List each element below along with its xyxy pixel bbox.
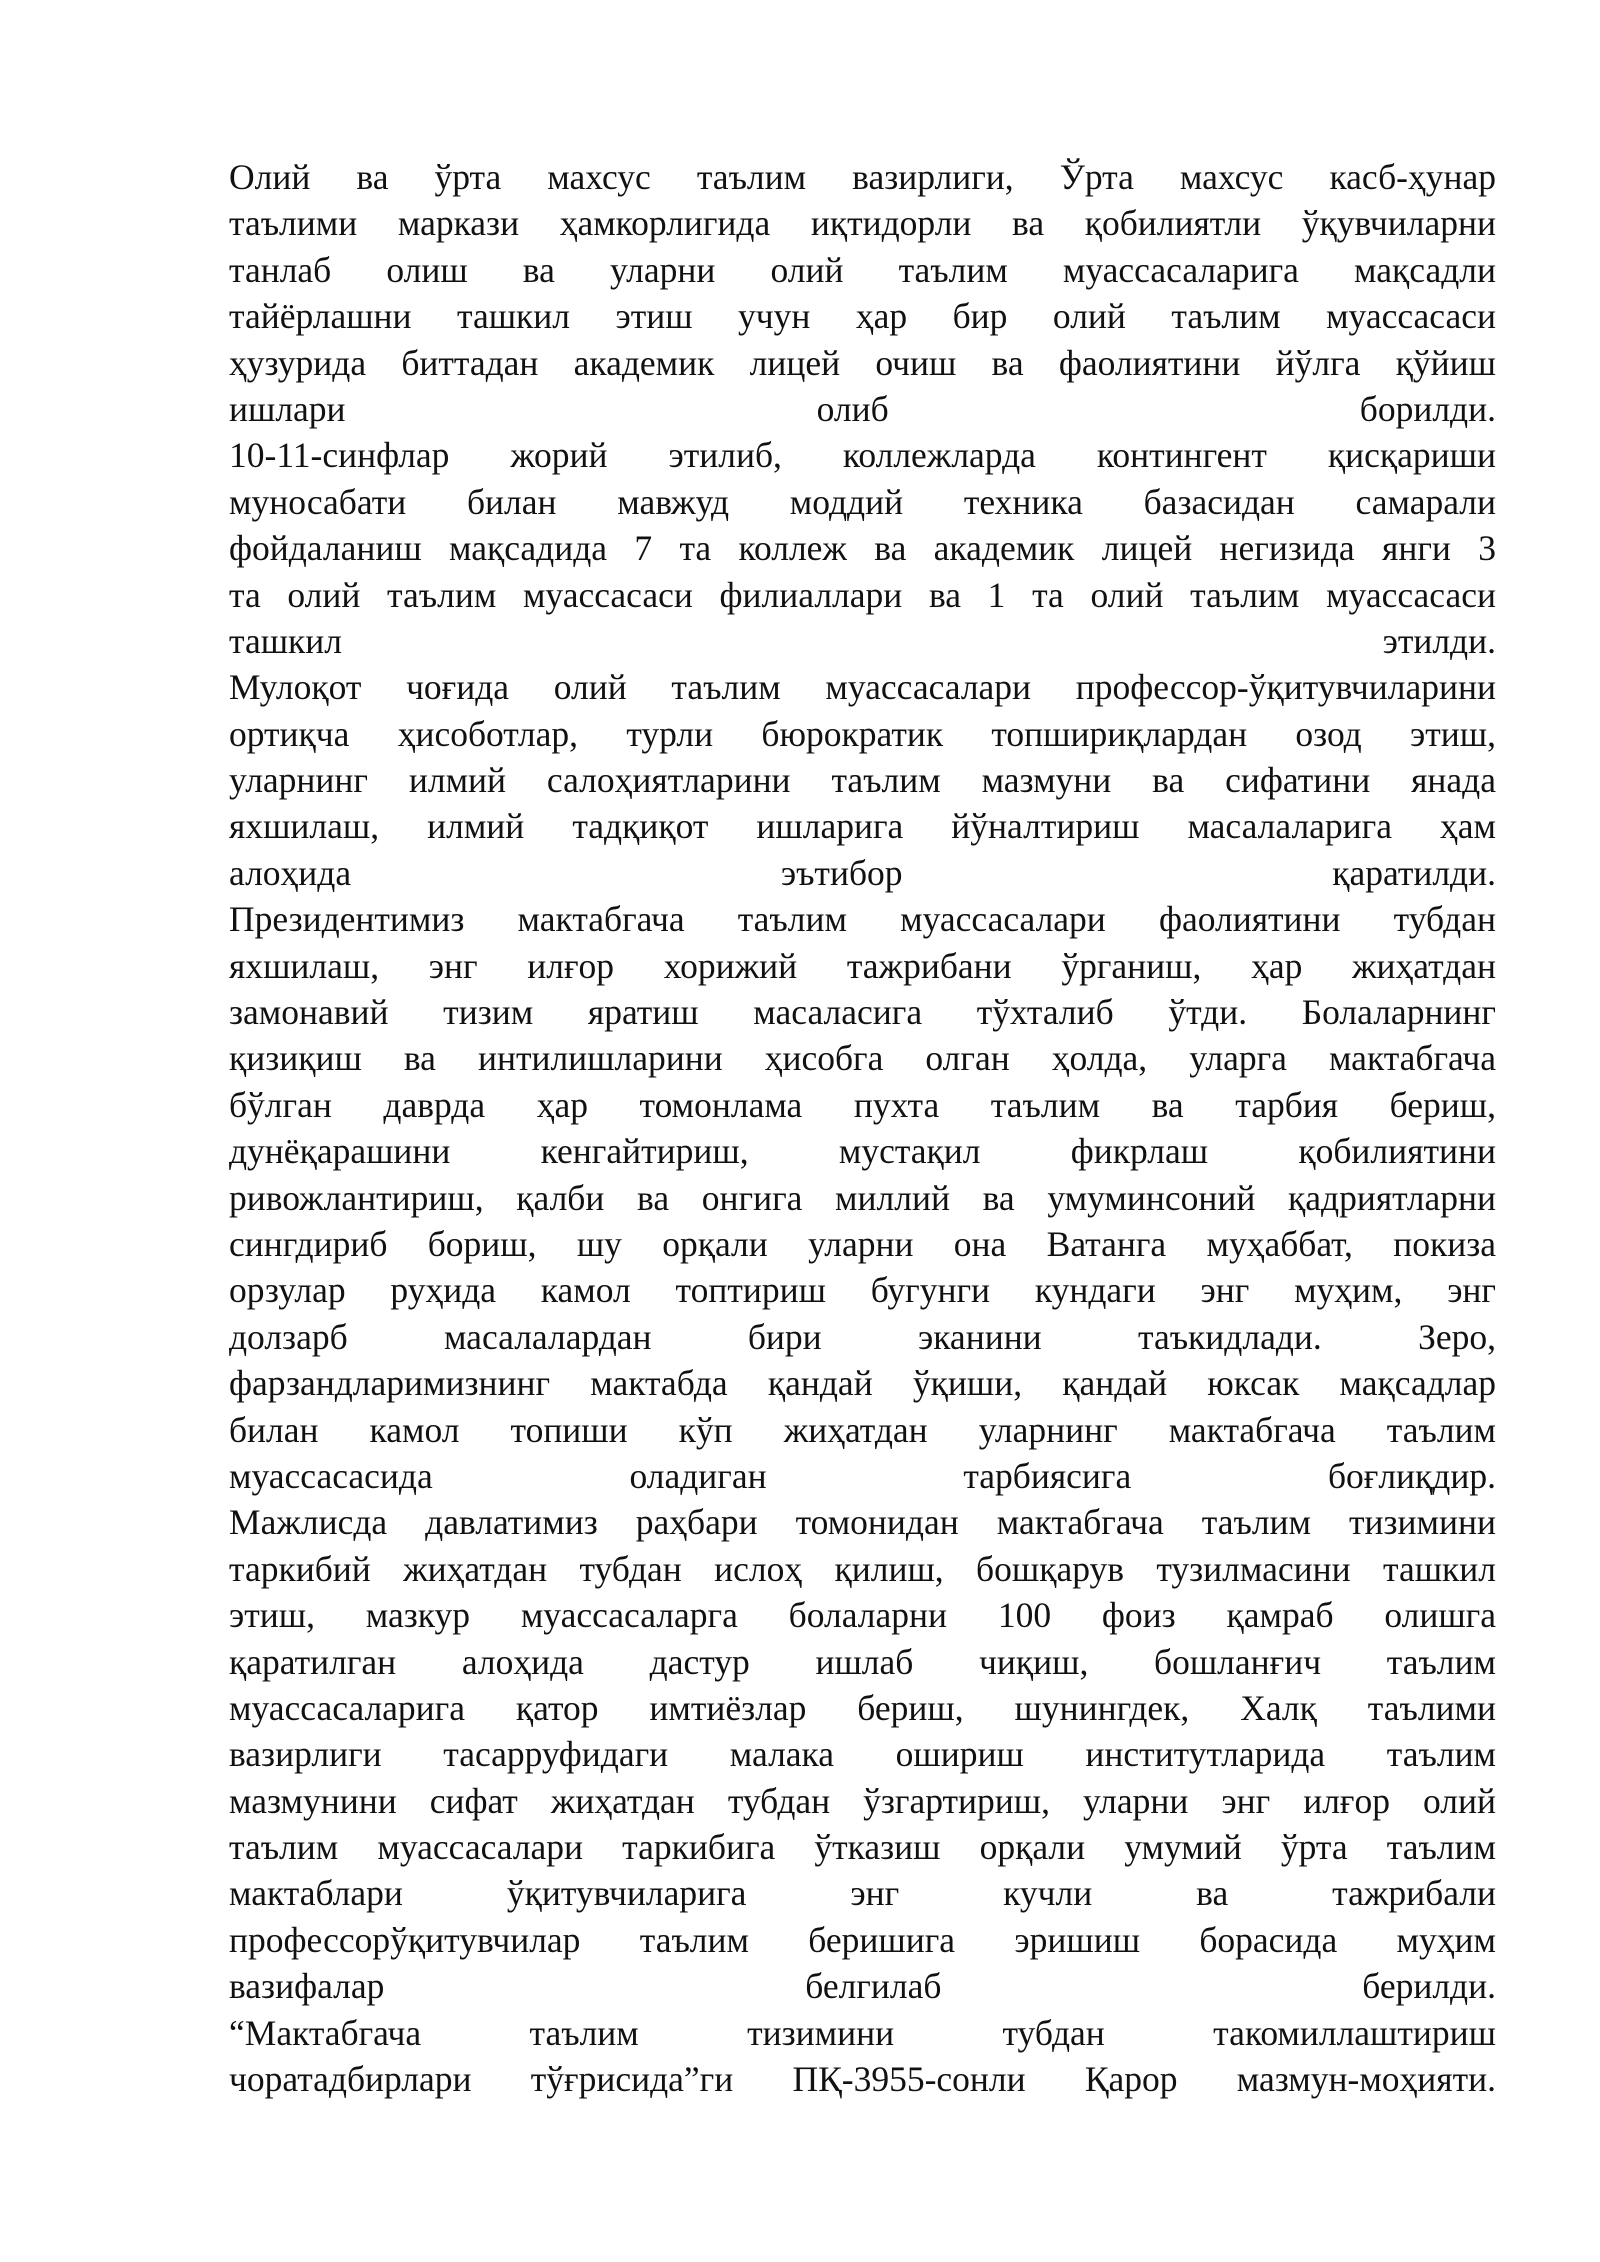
text-line: алоҳида эътибор қаратилди. <box>229 852 1496 893</box>
text-line: 10-11-синфлар жорий этилиб, коллежларда контингент қисқариши <box>229 435 1496 476</box>
text-line: фойдаланиш мақсадида 7 та коллеж ва академик лицей негизида янги 3 <box>229 528 1496 569</box>
text-line: Мулоқот чоғида олий таълим муассасалари профессор-ўқитувчиларини <box>229 667 1496 708</box>
text-line: мактаблари ўқитувчиларига энг кучли ва тажрибали <box>229 1873 1496 1914</box>
text-line: чоратадбирлари тўғрисида”ги ПҚ-3955-сонли Қарор мазмун-моҳияти. <box>229 2059 1496 2100</box>
text-line: орзулар руҳида камол топтириш бугунги кундаги энг муҳим, энг <box>229 1270 1496 1311</box>
text-line: ривожлантириш, қалби ва онгига миллий ва умуминсоний қадриятларни <box>229 1177 1496 1218</box>
text-line: Президентимиз мактабгача таълим муассасалари фаолиятини тубдан <box>229 899 1496 940</box>
text-line: қаратилган алоҳида дастур ишлаб чиқиш, бошланғич таълим <box>229 1641 1496 1682</box>
text-line: муассасасида оладиган тарбиясига боғлиқдир. <box>229 1455 1496 1496</box>
text-line: яхшилаш, энг илғор хорижий тажрибани ўрганиш, ҳар жиҳатдан <box>229 945 1496 986</box>
text-line: таълим муассасалари таркибига ўтказиш орқали умумий ўрта таълим <box>229 1827 1496 1868</box>
text-line: профессорўқитувчилар таълим беришига эришиш борасида муҳим <box>229 1919 1496 1960</box>
text-line: таркибий жиҳатдан тубдан ислоҳ қилиш, бошқарув тузилмасини ташкил <box>229 1548 1496 1589</box>
text-line: Олий ва ўрта махсус таълим вазирлиги, Ўрта махсус касб-ҳунар <box>229 157 1496 197</box>
text-line: ортиқча ҳисоботлар, турли бюрократик топшириқлардан озод этиш, <box>229 713 1496 754</box>
text-line: фарзандларимизнинг мактабда қандай ўқиши, қандай юксак мақсадлар <box>229 1363 1496 1404</box>
text-line: сингдириб бориш, шу орқали уларни она Ватанга муҳаббат, покиза <box>229 1223 1496 1264</box>
text-line: қизиқиш ва интилишларини ҳисобга олган ҳолда, уларга мактабгача <box>229 1038 1496 1079</box>
text-line: танлаб олиш ва уларни олий таълим муассасаларига мақсадли <box>229 249 1496 290</box>
document-body-text <box>229 154 1496 2102</box>
text-line: та олий таълим муассасаси филиаллари ва 1 та олий таълим муассасаси <box>229 574 1496 615</box>
text-line: замонавий тизим яратиш масаласига тўхталиб ўтди. Болаларнинг <box>229 992 1496 1033</box>
text-line: тайёрлашни ташкил этиш учун ҳар бир олий таълим муассасаси <box>229 296 1496 337</box>
text-line: вазирлиги тасарруфидаги малака ошириш институтларида таълим <box>229 1734 1496 1775</box>
text-line: этиш, мазкур муассасаларга болаларни 100 фоиз қамраб олишга <box>229 1595 1496 1636</box>
text-line: билан камол топиши кўп жиҳатдан уларнинг мактабгача таълим <box>229 1409 1496 1450</box>
text-line: ишлари олиб борилди. <box>229 388 1496 429</box>
text-line: ташкил этилди. <box>229 620 1496 661</box>
text-line: мазмунини сифат жиҳатдан тубдан ўзгартириш, уларни энг илғор олий <box>229 1780 1496 1821</box>
text-line: яхшилаш, илмий тадқиқот ишларига йўналтириш масалаларига ҳам <box>229 806 1496 847</box>
text-line: долзарб масалалардан бири эканини таъкидлади. Зеро, <box>229 1316 1496 1357</box>
text-line: ҳузурида биттадан академик лицей очиш ва фаолиятини йўлга қўйиш <box>229 342 1496 383</box>
text-line: дунёқарашини кенгайтириш, мустақил фикрлаш қобилиятини <box>229 1131 1496 1172</box>
text-line: “Мактабгача таълим тизимини тубдан такомиллаштириш <box>229 2012 1496 2053</box>
text-line: бўлган даврда ҳар томонлама пухта таълим ва тарбия бериш, <box>229 1084 1496 1125</box>
text-line: таълими маркази ҳамкорлигида иқтидорли ва қобилиятли ўқувчиларни <box>229 203 1496 244</box>
text-line: муносабати билан мавжуд моддий техника базасидан самарали <box>229 481 1496 522</box>
text-line: вазифалар белгилаб берилди. <box>229 1966 1496 2007</box>
text-line: муассасаларига қатор имтиёзлар бериш, шунингдек, Халқ таълими <box>229 1687 1496 1728</box>
text-line: уларнинг илмий салоҳиятларини таълим мазмуни ва сифатини янада <box>229 760 1496 801</box>
text-line: Мажлисда давлатимиз раҳбари томонидан мактабгача таълим тизимини <box>229 1502 1496 1543</box>
